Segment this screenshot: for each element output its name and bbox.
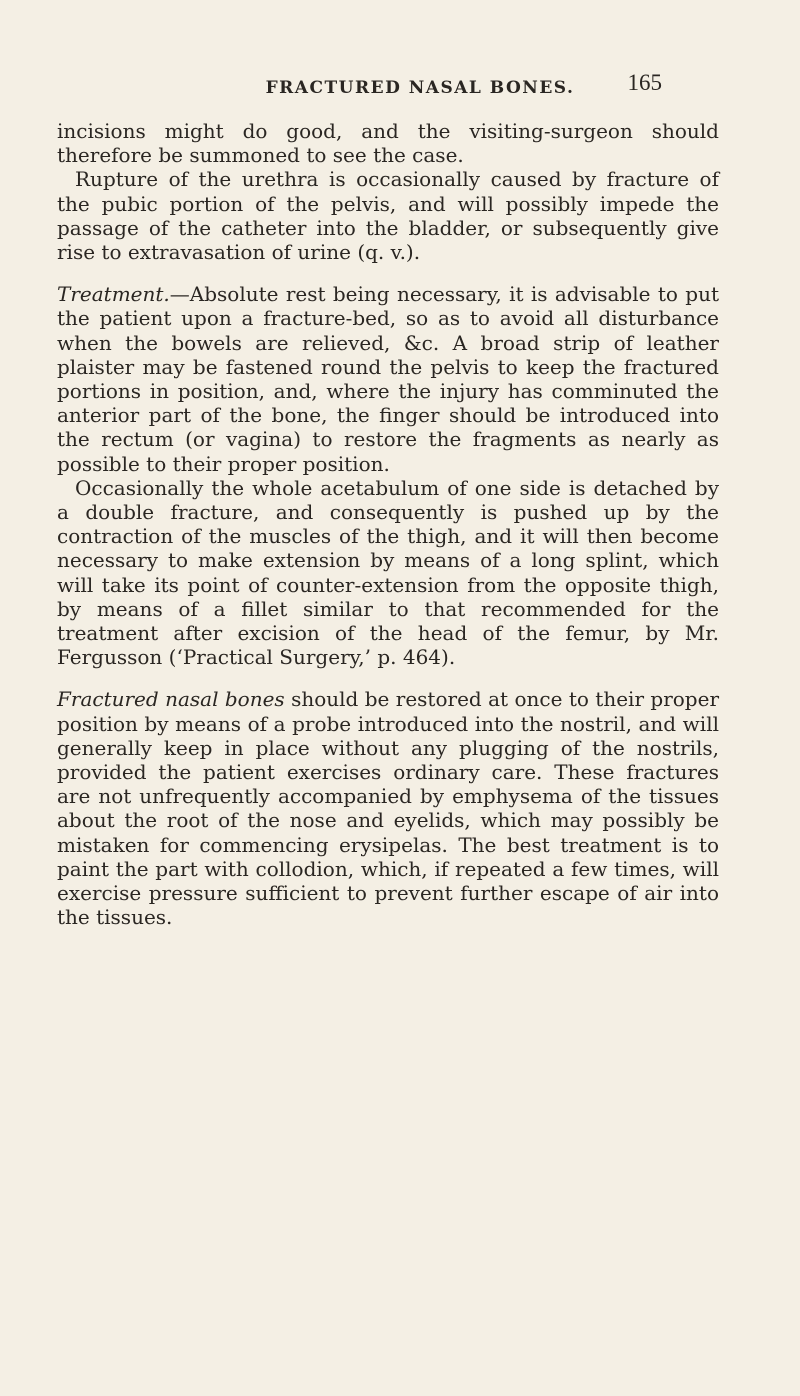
page-number: 165 xyxy=(627,70,662,95)
treatment-heading: Treatment. xyxy=(57,282,170,307)
treatment-text: —Absolute rest being necessary, it is advisable to put the patient upon a fracture-bed, so as to avoid all disturbance when the bowels are relieved, &c. A broad strip of leather plaister may be fastened round the pelvis to keep the fractured portions in position, and, where the injury has comminuted the anterior part of the bone, the finger should be introduced into the rectum (or vagina) to restore the fragments as nearly as possible to their proper position. xyxy=(57,282,719,476)
paragraph-treatment xyxy=(57,282,719,476)
nasal-bones-text: should be restored at once to their proper position by means of a probe introduced into the nostril, and will generally keep in place without any plugging of the nostrils, provided the patient exercises ordinary care. These fractures are not unfrequently accompanied by emphysema of the tissues about the root of the nose and eyelids, which may possibly be mistaken for commencing erysipelas. The best treatment is to paint the part with collodion, which, if repeated a few times, will exercise pressure sufficient to prevent further escape of air into the tissues. xyxy=(57,687,720,930)
paragraph-nasal-bones xyxy=(57,687,719,929)
paragraph-rupture-urethra: Rupture of the urethra is occasionally caused by fracture of the pubic portion of the pelvis, and will possibly impede the passage of the catheter into the bladder, or subsequently give rise to extravasation of urine (q. v.). xyxy=(57,167,719,265)
nasal-bones-heading: Fractured nasal bones xyxy=(57,687,285,712)
paragraph-continuation: incisions might do good, and the visiting-surgeon should therefore be summoned to see the case. xyxy=(57,119,719,168)
running-head: FRACTURED NASAL BONES. xyxy=(265,78,575,98)
body-text xyxy=(57,119,719,930)
paragraph-acetabulum: Occasionally the whole acetabulum of one side is detached by a double fracture, and consequently is pushed up by the contraction of the muscles of the thigh, and it will then become necessary to make extension by means of a long splint, which will take its point of counter-extension from the opposite thigh, by means of a fillet similar to that recommended for the treatment after excision of the head of the femur, by Mr. Fergusson (‘Practical Surgery,’ p. 464). xyxy=(57,475,719,670)
